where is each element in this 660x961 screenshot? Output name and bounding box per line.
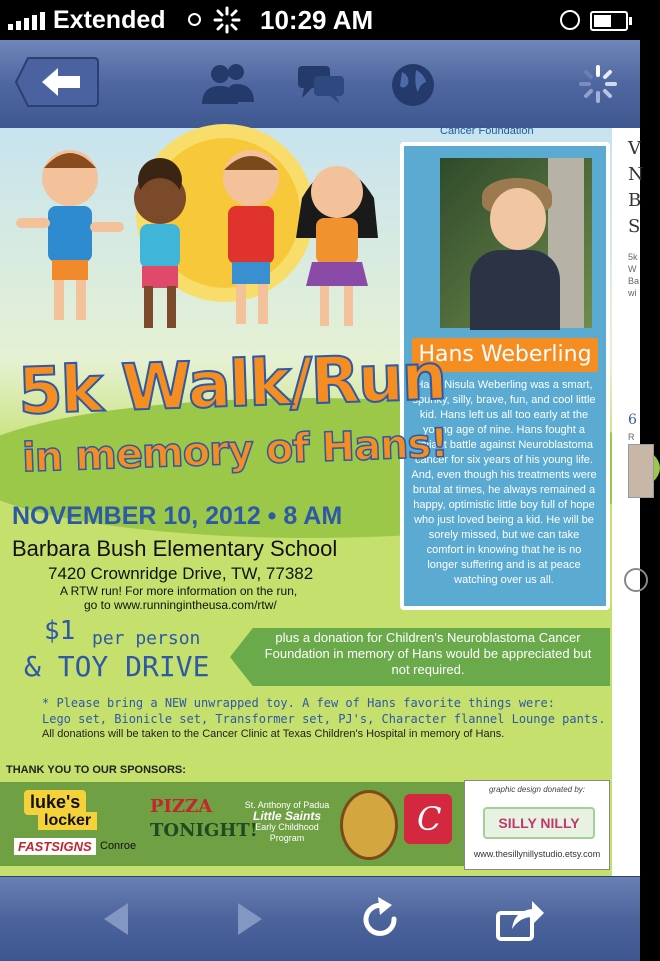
chick-fil-a-logo (404, 794, 452, 844)
sponsors-heading: THANK YOU TO OUR SPONSORS: (6, 764, 186, 776)
right-edge-peek-column (612, 128, 644, 876)
peek-count-label: R (628, 432, 635, 442)
lukes-locker-logo: luke's (24, 790, 86, 815)
peek-snippet: W (628, 264, 637, 274)
event-address: 7420 Crownridge Drive, TW, 77382 (48, 564, 314, 583)
lukes-locker-logo-sub: locker (38, 812, 97, 830)
st-anthony-line1: St. Anthony of Padua (244, 800, 330, 810)
bottom-toolbar (0, 876, 640, 961)
hans-photo (440, 158, 592, 328)
price-per-person: per person (92, 628, 201, 649)
peek-snippet: 5k (628, 252, 638, 262)
donation-text: plus a donation for Children's Neuroblastoma Cancer Foundation in memory of Hans would be appreciated but not required. (264, 630, 592, 677)
share-icon[interactable] (494, 893, 546, 945)
cancer-foundation-text: Cancer Foundation (440, 125, 534, 137)
globe-icon[interactable] (390, 62, 436, 108)
hans-name-banner: Hans Weberling (412, 338, 598, 372)
peek-snippet: wi (628, 288, 637, 298)
coffee-shop-logo (340, 790, 398, 860)
silly-nilly-url: www.thesillynillystudio.etsy.com (473, 849, 601, 859)
graphic-design-credit: graphic design donated by: (488, 785, 586, 794)
clock: 10:29 AM (260, 5, 374, 35)
messages-icon[interactable] (296, 62, 346, 106)
back-icon[interactable] (92, 893, 144, 945)
event-title: 5k Walk/Run (16, 340, 447, 430)
battery-level (594, 15, 611, 27)
content-area[interactable] (0, 125, 644, 876)
rtw-info: A RTW run! For more information on the run, (60, 584, 298, 598)
network-activity-icon (213, 6, 241, 34)
peek-search-icon (624, 568, 648, 592)
event-location: Barbara Bush Elementary School (12, 536, 338, 561)
fastsigns-logo: FASTSIGNS (14, 838, 96, 855)
peek-letter: S (628, 216, 641, 237)
event-subtitle: in memory of Hans! (21, 420, 449, 482)
top-navigation-bar (0, 40, 640, 129)
peek-snippet: Ba (628, 276, 640, 286)
toy-note: * Please bring a NEW unwrapped toy. A few of Hans favorite things were: (42, 696, 555, 710)
forward-icon[interactable] (222, 893, 274, 945)
pizza-tonight-logo-sub: TONIGHT! (150, 820, 258, 841)
hans-biography: Hans Nisula Weberling was a smart, spunky, silly, brave, fun, and cool little kid. Hans left us all too early at the young age of nine. Hans fought a valiant battle against Neuroblastoma cancer for six years of his young life. And, even though his treatments were brutal at times, he always remained a happy, optimistic little boy full of hope who just loved being a kid. He will be sorely missed, but we can take comfort in knowing that he is no longer suffering and is at peace watching over us all. (411, 379, 597, 586)
silly-nilly-credit (464, 780, 610, 870)
loading-spinner-icon (578, 64, 618, 104)
battery-icon (590, 11, 628, 31)
network-icon (188, 13, 201, 26)
peek-count: 6 (628, 412, 637, 428)
st-anthony-line3: Early Childhood Program (255, 822, 319, 843)
fastsigns-conroe: Conroe (100, 840, 137, 852)
donation-note: All donations will be taken to the Cancer Clinic at Texas Children's Hospital in memory of Hans. (42, 728, 505, 740)
event-flyer-image (0, 125, 612, 876)
chick-fil-a-letter: C (417, 800, 442, 838)
toy-list: Lego set, Bionicle set, Transformer set, PJ's, Character flannel Lounge pants. (42, 712, 606, 726)
back-arrow-icon[interactable] (14, 54, 100, 110)
peek-letter: B (628, 190, 642, 211)
peek-letter: V (628, 138, 641, 159)
pizza-tonight-logo: PIZZA (150, 796, 213, 817)
toy-drive-text: & TOY DRIVE (24, 650, 210, 683)
peek-thumbnail (628, 444, 654, 498)
kid-illustration-4 (282, 148, 392, 338)
st-anthony-logo (244, 800, 330, 844)
rtw-link: go to www.runningintheusa.com/rtw/ (84, 598, 277, 612)
friends-icon[interactable] (200, 62, 256, 106)
carrier-name: Extended (53, 6, 166, 34)
event-date: NOVEMBER 10, 2012 • 8 AM (12, 502, 343, 530)
rotation-lock-icon (560, 10, 580, 30)
status-bar (0, 0, 640, 40)
peek-letter: N (628, 164, 644, 185)
reload-icon[interactable] (354, 893, 406, 945)
sponsors-section (0, 760, 612, 876)
signal-strength-icon (8, 12, 45, 30)
price-amount: $1 (44, 616, 76, 646)
silly-nilly-logo: SILLY NILLY (483, 807, 595, 839)
kid-illustration-2 (110, 158, 210, 338)
st-anthony-line2: Little Saints (252, 809, 321, 823)
